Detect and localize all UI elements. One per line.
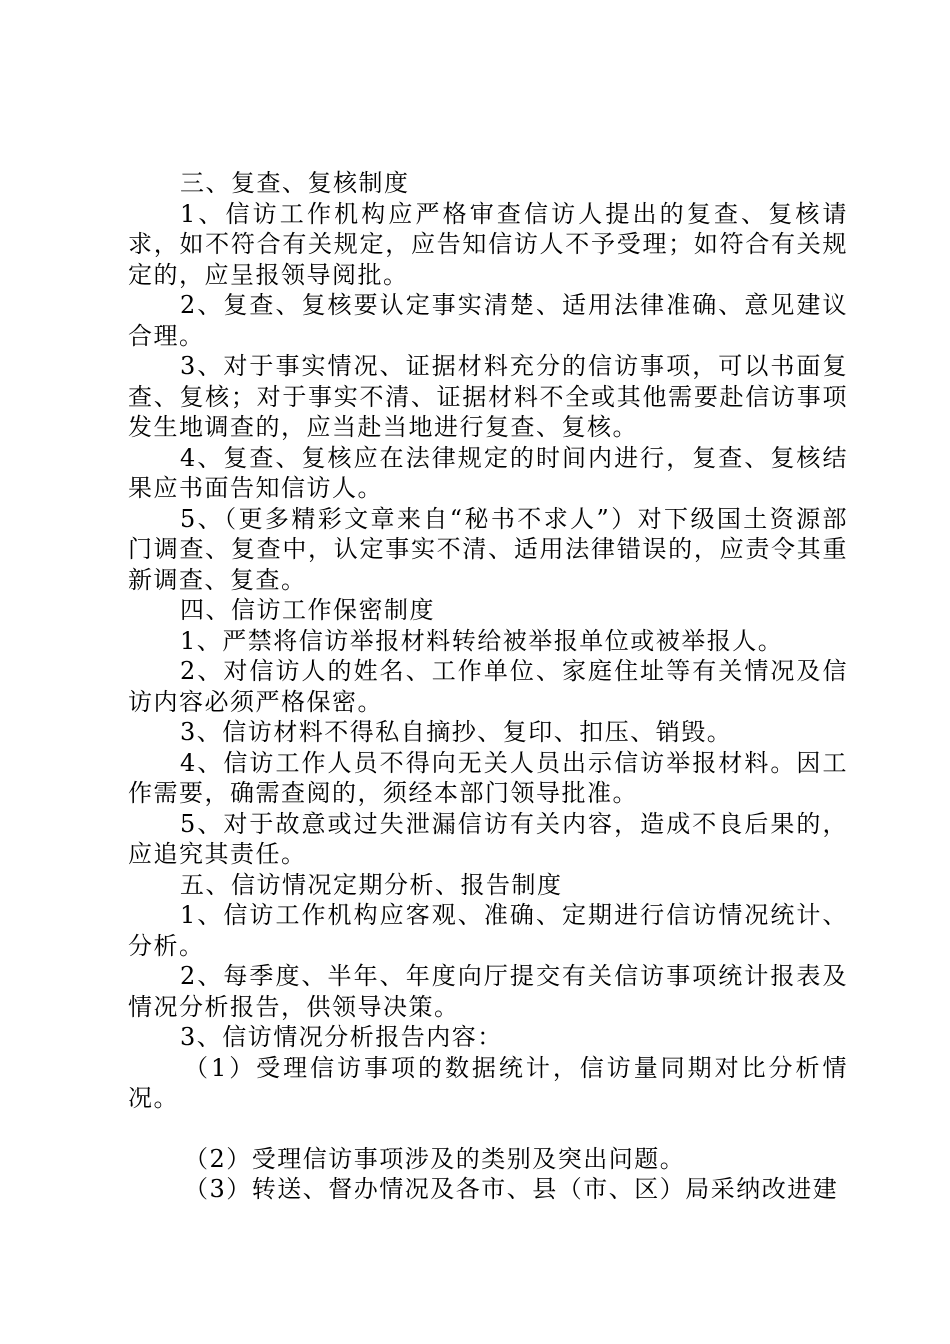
document-body (128, 168, 848, 1205)
list-item: （3）转送、督办情况及各市、县（市、区）局采纳改进建 (184, 1175, 839, 1203)
section-heading-5: 五、信访情况定期分析、报告制度 (180, 870, 563, 899)
paragraph: 4、复查、复核应在法律规定的时间内进行，复查、复核结果应书面告知信访人。 (128, 443, 848, 502)
paragraph: 1、信访工作机构应严格审查信访人提出的复查、复核请求，如不符合有关规定，应告知信访人不予受理；如符合有关规定的，应呈报领导阅批。 (128, 199, 848, 289)
paragraph: 2、每季度、半年、年度向厅提交有关信访事项统计报表及情况分析报告，供领导决策。 (128, 962, 848, 1021)
paragraph: 3、信访情况分析报告内容： (180, 1023, 503, 1051)
paragraph: 2、复查、复核要认定事实清楚、适用法律准确、意见建议合理。 (128, 291, 848, 350)
paragraph: 3、对于事实情况、证据材料充分的信访事项，可以书面复查、复核；对于事实不清、证据材料不全或其他需要赴信访事项发生地调查的，应当赴当地进行复查、复核。 (128, 352, 848, 441)
paragraph: 1、信访工作机构应客观、准确、定期进行信访情况统计、分析。 (128, 901, 848, 960)
list-item: （2）受理信访事项涉及的类别及突出问题。 (184, 1144, 686, 1173)
paragraph: 1、严禁将信访举报材料转给被举报单位或被举报人。 (180, 626, 784, 655)
paragraph: 5、（更多精彩文章来自“秘书不求人”）对下级国土资源部门调查、复查中，认定事实不清、适用法律错误的，应责令其重新调查、复查。 (128, 504, 848, 594)
paragraph: 4、信访工作人员不得向无关人员出示信访举报材料。因工作需要，确需查阅的，须经本部门领导批准。 (128, 748, 848, 807)
paragraph: 5、对于故意或过失泄漏信访有关内容，造成不良后果的，应追究其责任。 (128, 809, 848, 868)
section-heading-4: 四、信访工作保密制度 (180, 596, 435, 624)
paragraph: 3、信访材料不得私自摘抄、复印、扣压、销毁。 (180, 718, 733, 746)
section-heading-3: 三、复查、复核制度 (180, 169, 410, 197)
paragraph: 2、对信访人的姓名、工作单位、家庭住址等有关情况及信访内容必须严格保密。 (128, 657, 848, 716)
list-item: （1）受理信访事项的数据统计，信访量同期对比分析情况。 (128, 1053, 848, 1112)
